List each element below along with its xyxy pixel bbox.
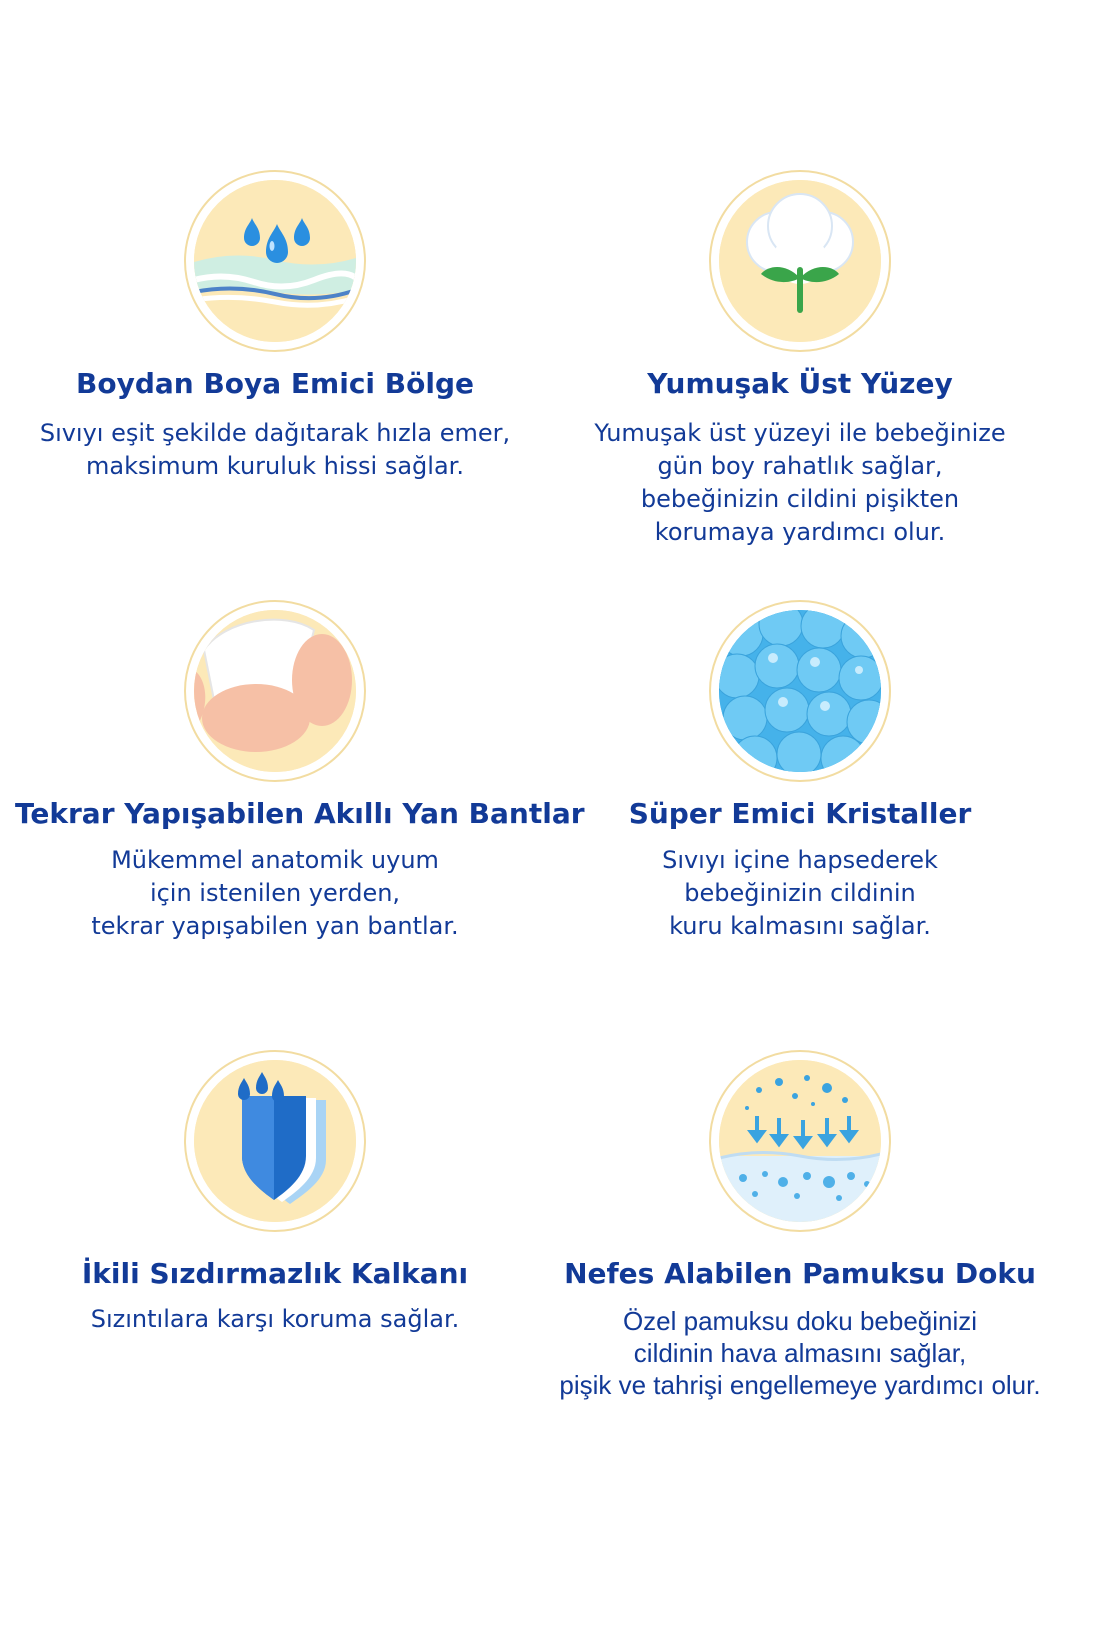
absorbent-crystals-icon — [709, 600, 891, 782]
feature-description: Özel pamuksu doku bebeğinizi cildinin hava almasını sağlar, pişik ve tahrişi engellemeye yardımcı olur. — [559, 1306, 1041, 1400]
diaper-side-tapes-icon — [184, 600, 366, 782]
feature-title: Yumuşak Üst Yüzey — [647, 367, 953, 400]
cotton-flower-icon — [709, 170, 891, 352]
feature-description: Sıvıyı eşit şekilde dağıtarak hızla emer, maksimum kuruluk hissi sağlar. — [39, 419, 511, 480]
feature-title: İkili Sızdırmazlık Kalkanı — [81, 1257, 469, 1290]
feature-title: Süper Emici Kristaller — [628, 797, 972, 830]
breathable-layer-arrows-icon — [709, 1050, 891, 1232]
absorbent-layer-droplets-icon — [184, 170, 366, 352]
feature-description: Yumuşak üst yüzeyi ile bebeğinize gün boy rahatlık sağlar, bebeğinizin cildini pişikten korumaya yardımcı olur. — [594, 419, 1006, 546]
feature-title: Nefes Alabilen Pamuksu Doku — [564, 1257, 1036, 1290]
feature-description: Sızıntılara karşı koruma sağlar. — [90, 1305, 460, 1333]
feature-description: Mükemmel anatomik uyum için istenilen yerden, tekrar yapışabilen yan bantlar. — [91, 846, 459, 940]
double-shield-droplets-icon — [184, 1050, 366, 1232]
feature-title: Tekrar Yapışabilen Akıllı Yan Bantlar — [15, 797, 585, 830]
feature-title: Boydan Boya Emici Bölge — [76, 367, 474, 400]
feature-description: Sıvıyı içine hapsederek bebeğinizin cildinin kuru kalmasını sağlar. — [662, 846, 938, 940]
